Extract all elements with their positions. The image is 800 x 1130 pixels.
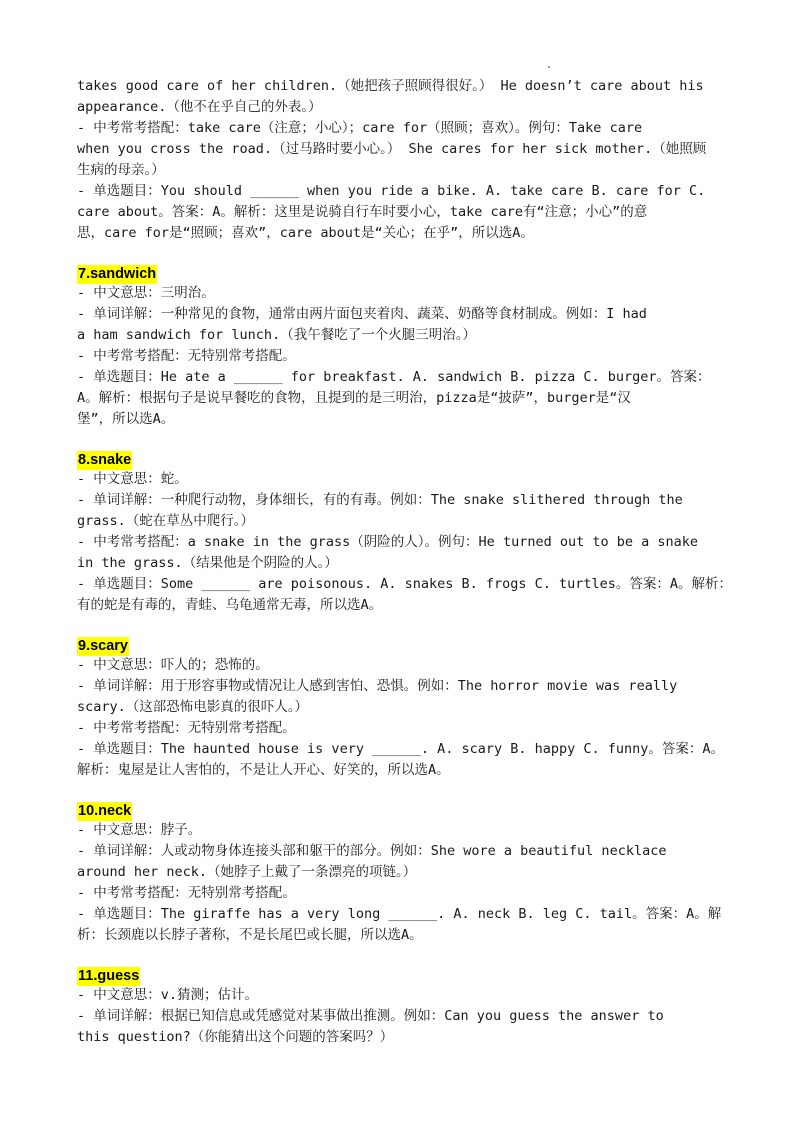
highlighted-word: 10.neck [78,803,132,819]
paragraph-line: 析：长颈鹿以长脖子著称，不是长尾巴或长腿，所以选A。 [77,927,423,943]
highlighted-word: 7.sandwich [78,266,157,282]
document-page [77,76,753,1048]
section-spacer [77,616,753,634]
paragraph-line: 解析：鬼屋是让人害怕的，不是让人开心、好笑的，所以选A。 [77,762,450,778]
highlighted-word: 11.guess [78,968,140,984]
paragraph-line: - 中文意思：脖子。 [77,822,202,838]
entry-heading [77,634,753,655]
section-spacer [77,244,753,262]
paragraph-line: - 中文意思：蛇。 [77,471,188,487]
paragraph-line: - 单选题目：Some ______ are poisonous. A. snakes B. frogs C. turtles。答案：A。解析： [77,576,733,592]
paragraph-line: a ham sandwich for lunch.（我午餐吃了一个火腿三明治。） [77,327,476,343]
paragraph-line: 堡”，所以选A。 [77,411,175,427]
paragraph-line: - 单词详解：人或动物身体连接头部和躯干的部分。例如：She wore a beautiful necklace [77,843,667,859]
entry-heading [77,799,753,820]
paragraph-line: - 单选题目：The haunted house is very ______. A. scary B. happy C. funny。答案：A。 [77,741,725,757]
entry-heading [77,964,753,985]
paragraph-line: - 单选题目：You should ______ when you ride a bike. A. take care B. care for C. [77,183,706,199]
paragraph-line: - 中考常考搭配：a snake in the grass（阴险的人）。例句：He turned out to be a snake [77,534,699,550]
section-spacer [77,430,753,448]
paragraph-line: care about。答案：A。解析：这里是说骑自行车时要小心，take care有“注意；小心”的意 [77,204,648,220]
paragraph-line: this question?（你能猜出这个问题的答案吗？） [77,1029,394,1045]
paragraph-line: 思，care for是“照顾；喜欢”，care about是“关心；在乎”，所以选A。 [77,225,534,241]
paragraph-line: - 单选题目：He ate a ______ for breakfast. A. sandwich B. pizza C. burger。答案： [77,369,711,385]
highlighted-word: 8.snake [78,452,132,468]
scan-speck [548,66,550,68]
paragraph-line: - 单词详解：根据已知信息或凭感觉对某事做出推测。例如：Can you guess the answer to [77,1008,664,1024]
entry-heading [77,448,753,469]
paragraph-line: - 中文意思：三明治。 [77,285,215,301]
paragraph-line: takes good care of her children.（她把孩子照顾得很好。） He doesn’t care about his [77,78,704,94]
section-spacer [77,781,753,799]
paragraph-line: grass.（蛇在草丛中爬行。） [77,513,255,529]
paragraph-line: appearance.（他不在乎自己的外表。） [77,99,322,115]
paragraph-line: - 单选题目：The giraffe has a very long ______. A. neck B. leg C. tail。答案：A。解 [77,906,722,922]
section-spacer [77,946,753,964]
paragraph-line: - 中文意思：吓人的；恐怖的。 [77,657,269,673]
paragraph-line: - 单词详解：一种常见的食物，通常由两片面包夹着肉、蔬菜、奶酪等食材制成。例如：I had [77,306,647,322]
paragraph-line: - 单词详解：用于形容事物或情况让人感到害怕、恐惧。例如：The horror movie was really [77,678,678,694]
paragraph-line: 生病的母亲。） [77,162,165,178]
paragraph-line: - 中考常考搭配：无特别常考搭配。 [77,348,296,364]
paragraph-line: - 中考常考搭配：无特别常考搭配。 [77,720,296,736]
entry-heading [77,262,753,283]
paragraph-line: - 单词详解：一种爬行动物，身体细长，有的有毒。例如：The snake slithered through the [77,492,683,508]
paragraph-line: - 中文意思：v.猜测；估计。 [77,987,259,1003]
paragraph-line: - 中考常考搭配：take care（注意；小心）；care for（照顾；喜欢）。例句：Take care [77,120,643,136]
paragraph-line: A。解析：根据句子是说早餐吃的食物，且提到的是三明治，pizza是“披萨”，burger是“汉 [77,390,631,406]
paragraph-line: scary.（这部恐怖电影真的很吓人。） [77,699,309,715]
paragraph-line: - 中考常考搭配：无特别常考搭配。 [77,885,296,901]
paragraph-line: around her neck.（她脖子上戴了一条漂亮的项链。） [77,864,417,880]
paragraph-line: when you cross the road.（过马路时要小心。） She cares for her sick mother.（她照顾 [77,141,707,157]
highlighted-word: 9.scary [78,638,128,654]
paragraph-line: in the grass.（结果他是个阴险的人。） [77,555,338,571]
paragraph-line: 有的蛇是有毒的，青蛙、乌龟通常无毒，所以选A。 [77,597,383,613]
